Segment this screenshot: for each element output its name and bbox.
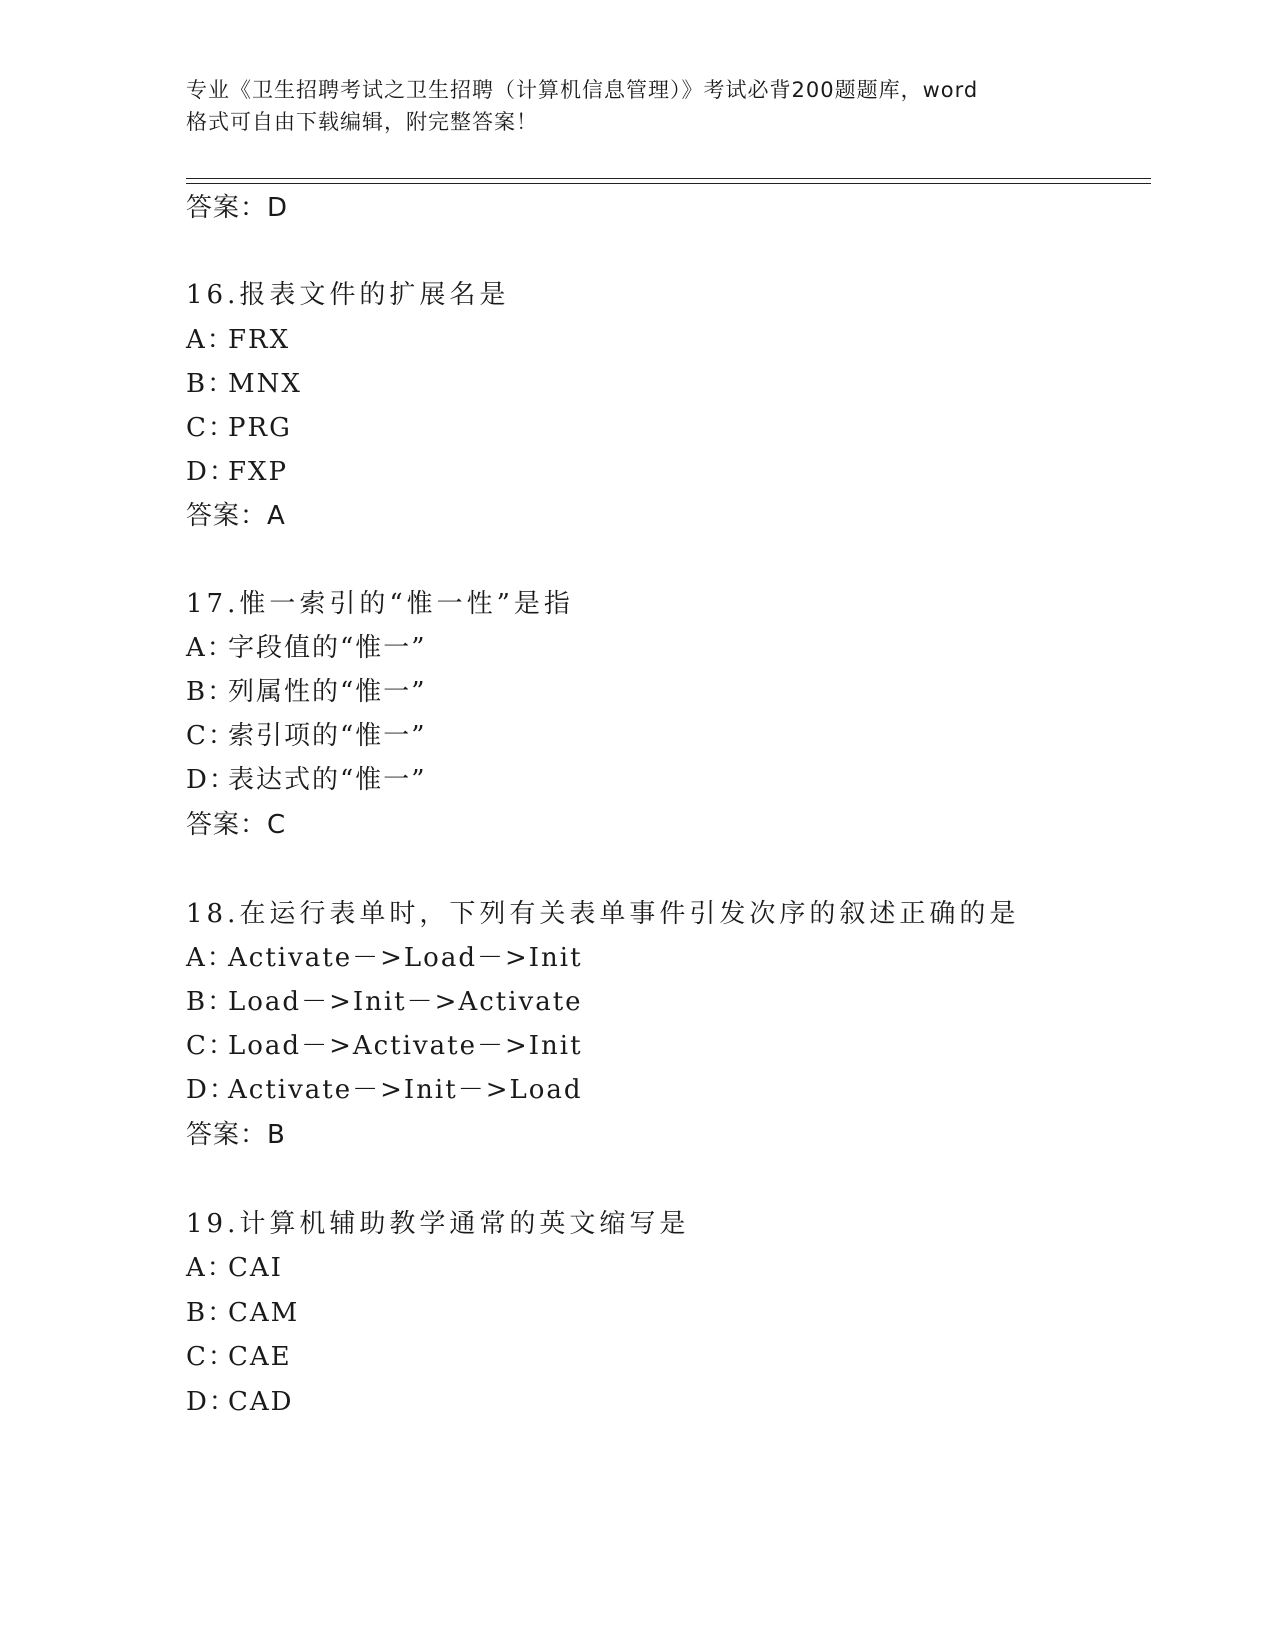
option-key: A：	[186, 943, 235, 973]
option-line	[186, 763, 427, 797]
header-line-1: 专业《卫生招聘考试之卫生招聘（计算机信息管理）》考试必背200题题库，word	[186, 78, 979, 102]
option-key: D：	[186, 1387, 237, 1417]
option-line	[186, 719, 427, 753]
option-line	[186, 411, 292, 445]
header-divider-top	[186, 178, 1151, 179]
question-stem: 16.报表文件的扩展名是	[186, 280, 510, 310]
option-line	[186, 941, 583, 975]
option-text: Activate－>Init－>Load	[228, 1075, 583, 1105]
option-line	[186, 455, 288, 489]
option-line	[186, 1340, 292, 1374]
option-key: D：	[186, 1075, 237, 1105]
option-line	[186, 1251, 283, 1285]
option-text: CAE	[228, 1342, 292, 1372]
option-key: C：	[186, 1342, 236, 1372]
option-line	[186, 985, 583, 1019]
option-key: C：	[186, 413, 236, 443]
option-text: 字段值的“惟一”	[228, 633, 427, 663]
option-key: B：	[186, 677, 236, 707]
option-line	[186, 675, 427, 709]
option-text: FXP	[228, 457, 289, 487]
option-text: PRG	[228, 413, 292, 443]
answer-line: 答案：A	[186, 501, 286, 531]
header-divider-bottom	[186, 183, 1151, 184]
option-text: FRX	[228, 325, 291, 355]
option-line	[186, 367, 302, 401]
option-text: CAD	[228, 1387, 294, 1417]
option-line	[186, 1073, 583, 1107]
option-text: 列属性的“惟一”	[228, 677, 427, 707]
option-key: A：	[186, 633, 235, 663]
option-text: 表达式的“惟一”	[228, 765, 427, 795]
option-key: B：	[186, 987, 236, 1017]
option-key: B：	[186, 1298, 236, 1328]
option-line	[186, 1385, 294, 1419]
option-line	[186, 1296, 299, 1330]
option-key: B：	[186, 369, 236, 399]
option-key: A：	[186, 1253, 235, 1283]
header-line-2: 格式可自由下载编辑，附完整答案！	[186, 110, 538, 134]
document-header	[186, 74, 1086, 138]
option-text: CAM	[228, 1298, 300, 1328]
option-key: C：	[186, 721, 236, 751]
option-text: Activate－>Load－>Init	[228, 943, 583, 973]
option-key: C：	[186, 1031, 236, 1061]
option-line	[186, 1029, 583, 1063]
option-text: MNX	[228, 369, 302, 399]
answer-line: 答案：D	[186, 193, 289, 223]
question-stem: 17.惟一索引的“惟一性”是指	[186, 589, 574, 619]
option-text: 索引项的“惟一”	[228, 721, 427, 751]
option-line	[186, 631, 427, 665]
answer-line: 答案：B	[186, 1120, 286, 1150]
question-stem: 19.计算机辅助教学通常的英文缩写是	[186, 1209, 690, 1239]
option-key: D：	[186, 457, 237, 487]
option-line	[186, 323, 290, 357]
option-key: A：	[186, 325, 235, 355]
option-text: CAI	[228, 1253, 283, 1283]
option-text: Load－>Init－>Activate	[228, 987, 583, 1017]
question-stem: 18.在运行表单时，下列有关表单事件引发次序的叙述正确的是	[186, 899, 1020, 929]
answer-line: 答案：C	[186, 810, 287, 840]
option-text: Load－>Activate－>Init	[228, 1031, 583, 1061]
option-key: D：	[186, 765, 237, 795]
